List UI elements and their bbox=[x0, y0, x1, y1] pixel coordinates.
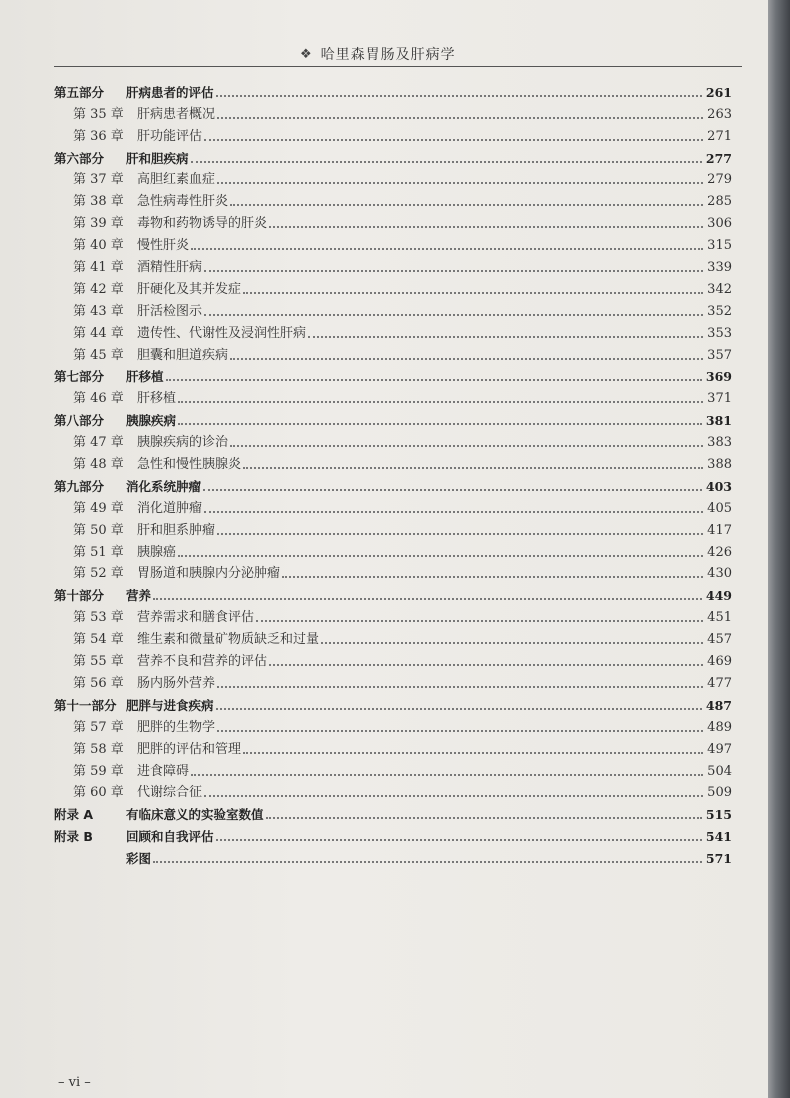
toc-entry-page: 352 bbox=[707, 303, 732, 319]
toc-entry-number: 第 49 章 bbox=[73, 500, 124, 516]
toc-entry-label bbox=[73, 347, 228, 365]
toc-entry-number: 第五部分 bbox=[54, 84, 105, 100]
toc-entry-label bbox=[73, 237, 189, 255]
toc-entry-page: 277 bbox=[705, 150, 732, 166]
toc-entry-number: 第 46 章 bbox=[73, 391, 124, 407]
toc-entry-page: 369 bbox=[705, 369, 732, 385]
leader-dots bbox=[191, 248, 703, 250]
toc-chapter-row bbox=[54, 321, 732, 343]
leader-dots bbox=[216, 95, 702, 97]
toc-entry-number: 第 48 章 bbox=[73, 457, 124, 473]
toc-entry-title: 肝病患者概况 bbox=[137, 106, 216, 122]
toc-entry-title: 营养需求和膳食评估 bbox=[137, 610, 255, 626]
leader-dots bbox=[243, 467, 703, 469]
toc-entry-label bbox=[73, 215, 267, 233]
ornament-diamond-icon: ❖ bbox=[300, 46, 313, 62]
toc-entry-title: 肝病患者的评估 bbox=[126, 84, 214, 100]
toc-entry-label bbox=[54, 368, 164, 386]
toc-chapter-row bbox=[54, 496, 732, 518]
toc-entry-label bbox=[73, 544, 176, 562]
toc-entry-title: 胰腺癌 bbox=[137, 544, 177, 560]
toc-entry-label bbox=[73, 565, 280, 583]
toc-entry-label bbox=[73, 106, 215, 124]
toc-entry-title: 遗传性、代谢性及浸润性肝病 bbox=[137, 325, 307, 341]
leader-dots bbox=[217, 686, 703, 688]
leader-dots bbox=[204, 314, 703, 316]
toc-entry-title: 胆囊和胆道疾病 bbox=[137, 347, 229, 363]
toc-entry-number: 第七部分 bbox=[54, 369, 105, 385]
page-number: – vi – bbox=[58, 1075, 91, 1090]
toc-part-row bbox=[54, 802, 732, 824]
toc-chapter-row bbox=[54, 255, 732, 277]
leader-dots bbox=[204, 270, 703, 272]
toc-entry-title: 肥胖与进食疾病 bbox=[126, 697, 214, 713]
toc-entry-page: 489 bbox=[707, 719, 732, 735]
toc-chapter-row bbox=[54, 715, 732, 737]
toc-entry-title: 回顾和自我评估 bbox=[126, 829, 214, 845]
toc-entry-title: 有临床意义的实验室数值 bbox=[126, 807, 264, 823]
toc-entry-title: 胃肠道和胰腺内分泌肿瘤 bbox=[137, 566, 281, 582]
leader-dots bbox=[216, 708, 702, 710]
leader-dots bbox=[243, 752, 703, 754]
leader-dots bbox=[204, 139, 703, 141]
toc-entry-title: 肠内肠外营养 bbox=[137, 675, 216, 691]
toc-entry-title: 肝活检图示 bbox=[137, 303, 203, 319]
toc-entry-page: 469 bbox=[707, 654, 732, 670]
toc-entry-label bbox=[73, 259, 202, 277]
toc-entry-page: 541 bbox=[705, 829, 732, 845]
toc-entry-label bbox=[73, 434, 228, 452]
toc-entry-page: 339 bbox=[707, 260, 732, 276]
toc-entry-title: 肝移植 bbox=[137, 391, 177, 407]
toc-entry-label bbox=[73, 719, 215, 737]
toc-entry-number: 第六部分 bbox=[54, 150, 105, 166]
toc-entry-page: 497 bbox=[707, 741, 732, 757]
toc-entry-number: 第 51 章 bbox=[73, 544, 124, 560]
leader-dots bbox=[217, 533, 703, 535]
toc-entry-label bbox=[73, 281, 241, 299]
leader-dots bbox=[217, 730, 703, 732]
toc-entry-page: 477 bbox=[707, 675, 732, 691]
leader-dots bbox=[217, 117, 703, 119]
toc-entry-title: 高胆红素血症 bbox=[137, 172, 216, 188]
toc-chapter-row bbox=[54, 649, 732, 671]
toc-entry-label bbox=[54, 412, 176, 430]
leader-dots bbox=[203, 489, 702, 491]
leader-dots bbox=[282, 576, 703, 578]
toc-entry-label bbox=[73, 653, 267, 671]
leader-dots bbox=[308, 336, 703, 338]
toc-entry-page: 357 bbox=[707, 347, 732, 363]
toc-chapter-row bbox=[54, 343, 732, 365]
toc-chapter-row bbox=[54, 299, 732, 321]
toc-entry-page: 371 bbox=[707, 391, 732, 407]
toc-entry-label bbox=[73, 631, 319, 649]
toc-entry-title: 肥胖的生物学 bbox=[137, 719, 216, 735]
header-title: 哈里森胃肠及肝病学 bbox=[320, 47, 456, 63]
toc-entry-label bbox=[73, 171, 215, 189]
toc-entry-title: 肝和胆疾病 bbox=[126, 150, 189, 166]
toc-chapter-row bbox=[54, 627, 732, 649]
leader-dots bbox=[230, 358, 703, 360]
toc-entry-page: 388 bbox=[707, 457, 732, 473]
toc-entry-page: 315 bbox=[707, 238, 732, 254]
toc-part-row bbox=[54, 824, 732, 846]
toc-entry-label bbox=[73, 763, 189, 781]
toc-entry-label bbox=[73, 741, 241, 759]
toc-entry-number: 第 38 章 bbox=[73, 194, 124, 210]
leader-dots bbox=[153, 598, 702, 600]
leader-dots bbox=[216, 839, 702, 841]
toc-chapter-row bbox=[54, 452, 732, 474]
toc-entry-page: 430 bbox=[707, 566, 732, 582]
toc-chapter-row bbox=[54, 168, 732, 190]
leader-dots bbox=[243, 292, 703, 294]
toc-chapter-row bbox=[54, 605, 732, 627]
leader-dots bbox=[230, 445, 703, 447]
toc-entry-title: 肝功能评估 bbox=[137, 128, 203, 144]
toc-entry-title: 进食障碍 bbox=[137, 763, 190, 779]
toc-entry-title: 胰腺疾病的诊治 bbox=[137, 435, 229, 451]
table-of-contents bbox=[54, 80, 732, 868]
leader-dots bbox=[204, 795, 703, 797]
toc-entry-number: 第 44 章 bbox=[73, 325, 124, 341]
toc-entry-page: 515 bbox=[705, 807, 732, 823]
toc-entry-label bbox=[54, 806, 264, 824]
toc-entry-number: 第 59 章 bbox=[73, 763, 124, 779]
toc-entry-page: 509 bbox=[707, 785, 732, 801]
toc-entry-page: 487 bbox=[705, 697, 732, 713]
toc-entry-page: 504 bbox=[707, 763, 732, 779]
toc-chapter-row bbox=[54, 562, 732, 584]
toc-entry-title: 急性和慢性胰腺炎 bbox=[137, 457, 242, 473]
toc-entry-number: 第 35 章 bbox=[73, 106, 124, 122]
toc-entry-number: 第 37 章 bbox=[73, 172, 124, 188]
toc-entry-page: 417 bbox=[707, 522, 732, 538]
toc-entry-title: 代谢综合征 bbox=[137, 785, 203, 801]
toc-entry-number: 第 42 章 bbox=[73, 281, 124, 297]
toc-entry-page: 403 bbox=[705, 478, 732, 494]
toc-part-row bbox=[54, 408, 732, 430]
leader-dots bbox=[191, 161, 702, 163]
toc-part-row bbox=[54, 365, 732, 387]
toc-entry-number: 第 54 章 bbox=[73, 632, 124, 648]
toc-chapter-row bbox=[54, 211, 732, 233]
toc-entry-number: 第 45 章 bbox=[73, 347, 124, 363]
toc-entry-number: 第 57 章 bbox=[73, 719, 124, 735]
toc-entry-label bbox=[54, 150, 189, 168]
leader-dots bbox=[178, 555, 703, 557]
toc-entry-page: 271 bbox=[707, 128, 732, 144]
toc-chapter-row bbox=[54, 124, 732, 146]
toc-entry-page: 261 bbox=[705, 84, 732, 100]
toc-entry-number: 第 55 章 bbox=[73, 654, 124, 670]
toc-entry-page: 306 bbox=[707, 216, 732, 232]
toc-part-row bbox=[54, 693, 732, 715]
toc-entry-page: 285 bbox=[707, 194, 732, 210]
toc-entry-number: 第 47 章 bbox=[73, 435, 124, 451]
toc-entry-number: 第 52 章 bbox=[73, 566, 124, 582]
toc-chapter-row bbox=[54, 737, 732, 759]
toc-entry-page: 426 bbox=[707, 544, 732, 560]
toc-entry-title: 肝移植 bbox=[126, 369, 164, 385]
toc-entry-number: 第 58 章 bbox=[73, 741, 124, 757]
leader-dots bbox=[166, 379, 702, 381]
toc-entry-label bbox=[73, 128, 202, 146]
toc-entry-page: 279 bbox=[707, 172, 732, 188]
toc-entry-number: 第 41 章 bbox=[73, 260, 124, 276]
leader-dots bbox=[256, 620, 703, 622]
toc-entry-page: 405 bbox=[707, 500, 732, 516]
toc-entry-number: 第 53 章 bbox=[73, 610, 124, 626]
leader-dots bbox=[230, 204, 703, 206]
toc-entry-label bbox=[73, 500, 202, 518]
toc-chapter-row bbox=[54, 781, 732, 803]
toc-entry-number: 第 36 章 bbox=[73, 128, 124, 144]
toc-entry-number: 第八部分 bbox=[54, 413, 105, 429]
toc-entry-page: 342 bbox=[707, 281, 732, 297]
toc-chapter-row bbox=[54, 233, 732, 255]
toc-entry-label bbox=[54, 478, 201, 496]
toc-entry-number: 第十部分 bbox=[54, 588, 105, 604]
toc-entry-page: 571 bbox=[705, 851, 732, 867]
toc-chapter-row bbox=[54, 759, 732, 781]
toc-entry-label bbox=[73, 675, 215, 693]
running-header bbox=[300, 44, 456, 64]
toc-part-row bbox=[54, 583, 732, 605]
leader-dots bbox=[178, 401, 703, 403]
toc-entry-label bbox=[54, 587, 151, 605]
toc-entry-label bbox=[73, 456, 241, 474]
toc-part-row bbox=[54, 146, 732, 168]
toc-chapter-row bbox=[54, 102, 732, 124]
toc-entry-label bbox=[73, 193, 228, 211]
toc-entry-title: 慢性肝炎 bbox=[137, 238, 190, 254]
toc-entry-title: 消化道肿瘤 bbox=[137, 500, 203, 516]
leader-dots bbox=[204, 511, 703, 513]
toc-chapter-row bbox=[54, 671, 732, 693]
toc-part-row bbox=[54, 846, 732, 868]
toc-chapter-row bbox=[54, 189, 732, 211]
toc-entry-page: 263 bbox=[707, 106, 732, 122]
toc-entry-label bbox=[73, 303, 202, 321]
toc-part-row bbox=[54, 474, 732, 496]
leader-dots bbox=[269, 226, 703, 228]
toc-entry-title: 肝和胆系肿瘤 bbox=[137, 522, 216, 538]
toc-entry-label bbox=[73, 609, 254, 627]
toc-entry-title: 肝硬化及其并发症 bbox=[137, 281, 242, 297]
toc-chapter-row bbox=[54, 540, 732, 562]
toc-entry-label bbox=[54, 84, 214, 102]
toc-entry-label bbox=[73, 325, 306, 343]
leader-dots bbox=[178, 423, 702, 425]
toc-entry-label bbox=[54, 697, 214, 715]
toc-chapter-row bbox=[54, 277, 732, 299]
toc-entry-title: 消化系统肿瘤 bbox=[126, 478, 202, 494]
leader-dots bbox=[321, 642, 703, 644]
toc-chapter-row bbox=[54, 430, 732, 452]
toc-entry-title: 彩图 bbox=[126, 851, 152, 867]
toc-entry-page: 353 bbox=[707, 325, 732, 341]
header-rule bbox=[54, 66, 742, 67]
toc-entry-number: 第 39 章 bbox=[73, 216, 124, 232]
toc-entry-title: 胰腺疾病 bbox=[126, 413, 177, 429]
toc-entry-page: 449 bbox=[705, 588, 732, 604]
book-edge bbox=[768, 0, 790, 1098]
toc-entry-label bbox=[54, 850, 151, 868]
leader-dots bbox=[153, 861, 702, 863]
toc-entry-label bbox=[73, 390, 176, 408]
leader-dots bbox=[217, 182, 703, 184]
toc-entry-number: 第 50 章 bbox=[73, 522, 124, 538]
toc-entry-number: 第九部分 bbox=[54, 478, 105, 494]
toc-entry-title: 肥胖的评估和管理 bbox=[137, 741, 242, 757]
leader-dots bbox=[269, 664, 703, 666]
toc-entry-page: 451 bbox=[707, 610, 732, 626]
toc-entry-number: 第 60 章 bbox=[73, 785, 124, 801]
toc-entry-number: 第 40 章 bbox=[73, 238, 124, 254]
toc-entry-page: 381 bbox=[705, 413, 732, 429]
toc-entry-title: 营养 bbox=[126, 588, 152, 604]
toc-entry-label bbox=[54, 828, 214, 846]
toc-entry-title: 毒物和药物诱导的肝炎 bbox=[137, 216, 268, 232]
toc-entry-number: 附录 B bbox=[54, 829, 93, 845]
toc-entry-number: 第十一部分 bbox=[54, 697, 117, 713]
leader-dots bbox=[266, 817, 702, 819]
toc-entry-title: 酒精性肝病 bbox=[137, 260, 203, 276]
toc-part-row bbox=[54, 80, 732, 102]
toc-entry-number: 附录 A bbox=[54, 807, 94, 823]
toc-entry-number: 第 43 章 bbox=[73, 303, 124, 319]
toc-entry-label bbox=[73, 522, 215, 540]
leader-dots bbox=[191, 774, 703, 776]
toc-entry-title: 维生素和微量矿物质缺乏和过量 bbox=[137, 632, 320, 648]
toc-chapter-row bbox=[54, 386, 732, 408]
toc-entry-page: 457 bbox=[707, 632, 732, 648]
toc-entry-page: 383 bbox=[707, 435, 732, 451]
toc-entry-title: 营养不良和营养的评估 bbox=[137, 654, 268, 670]
toc-entry-label bbox=[73, 784, 202, 802]
toc-chapter-row bbox=[54, 518, 732, 540]
toc-entry-title: 急性病毒性肝炎 bbox=[137, 194, 229, 210]
toc-entry-number: 第 56 章 bbox=[73, 675, 124, 691]
